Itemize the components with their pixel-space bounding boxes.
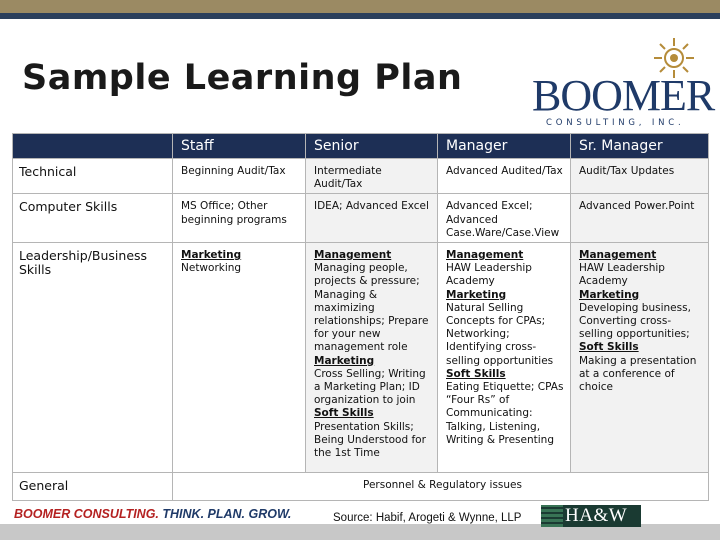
section-text: HAW Leadership Academy (579, 262, 665, 288)
logo-word: BOOMER (532, 71, 715, 120)
row-label-general: General (13, 473, 173, 501)
section-heading: Marketing (446, 288, 507, 301)
page-title: Sample Learning Plan (22, 58, 463, 98)
haw-logo-text: HA&W (565, 505, 628, 526)
section-heading: Soft Skills (314, 407, 374, 420)
haw-grid-icon (541, 505, 563, 527)
table-row (13, 194, 709, 243)
table-cell: Advanced Power.Point (571, 194, 709, 243)
section-text: HAW Leadership Academy (446, 262, 532, 288)
table-cell (173, 243, 306, 473)
section-heading: Management (446, 249, 524, 262)
column-header-sr-manager: Sr. Manager (571, 134, 709, 159)
column-header-manager: Manager (438, 134, 571, 159)
table-cell: IDEA; Advanced Excel (306, 194, 438, 243)
source-note: Source: Habif, Arogeti & Wynne, LLP (333, 512, 522, 524)
table-cell (571, 243, 709, 473)
top-band (0, 0, 720, 13)
corner-cell (13, 134, 173, 159)
section-heading: Management (314, 249, 392, 262)
column-header-senior: Senior (306, 134, 438, 159)
table-cell (306, 243, 438, 473)
top-band-dark (0, 13, 720, 19)
learning-plan-table (12, 133, 709, 501)
table-cell: Beginning Audit/Tax (173, 159, 306, 194)
column-header-staff: Staff (173, 134, 306, 159)
section-heading: Soft Skills (446, 367, 506, 380)
section-text: Networking (181, 262, 242, 275)
section-heading: Management (579, 249, 657, 262)
section-heading: Marketing (579, 288, 640, 301)
row-label-leadership: Leadership/Business Skills (13, 243, 173, 473)
section-text: Presentation Skills; Being Understood for the 1st Time (314, 420, 426, 460)
footer-tagline: THINK. PLAN. GROW. (162, 507, 292, 521)
footer-brand-name: BOOMER CONSULTING. (14, 507, 159, 521)
section-heading: Marketing (181, 249, 242, 262)
section-text: Developing business, Converting cross-selling opportunities; (579, 301, 691, 341)
table-row (13, 243, 709, 473)
row-label-technical: Technical (13, 159, 173, 194)
merged-cell: Personnel & Regulatory issues (173, 473, 709, 501)
footer-brand (14, 507, 291, 521)
table-cell (438, 243, 571, 473)
haw-logo (541, 505, 641, 527)
header-row (13, 134, 709, 159)
table-row (13, 159, 709, 194)
row-label-computer-skills: Computer Skills (13, 194, 173, 243)
table-row (13, 473, 709, 501)
table-cell: MS Office; Other beginning programs (173, 194, 306, 243)
table-cell: Advanced Excel; Advanced Case.Ware/Case.View (438, 194, 571, 243)
section-text: Managing people, projects & pressure; Managing & maximizing relationships; Prepare for your new management role (314, 262, 429, 354)
section-heading: Marketing (314, 354, 375, 367)
section-text: Making a presentation at a conference of choice (579, 354, 697, 394)
table-cell: Audit/Tax Updates (571, 159, 709, 194)
table-cell: Intermediate Audit/Tax (306, 159, 438, 194)
section-text: Eating Etiquette; CPAs “Four Rs” of Communicating: Talking, Listening, Writing & Presenting (446, 381, 564, 446)
section-text: Cross Selling; Writing a Marketing Plan; ID organization to join (314, 367, 426, 407)
section-text: Natural Selling Concepts for CPAs; Networking; Identifying cross-selling opportunities (446, 301, 554, 367)
boomer-logo (532, 36, 715, 128)
section-heading: Soft Skills (579, 341, 639, 354)
table-cell: Advanced Audited/Tax (438, 159, 571, 194)
logo-subtitle: CONSULTING, INC. (546, 118, 685, 128)
